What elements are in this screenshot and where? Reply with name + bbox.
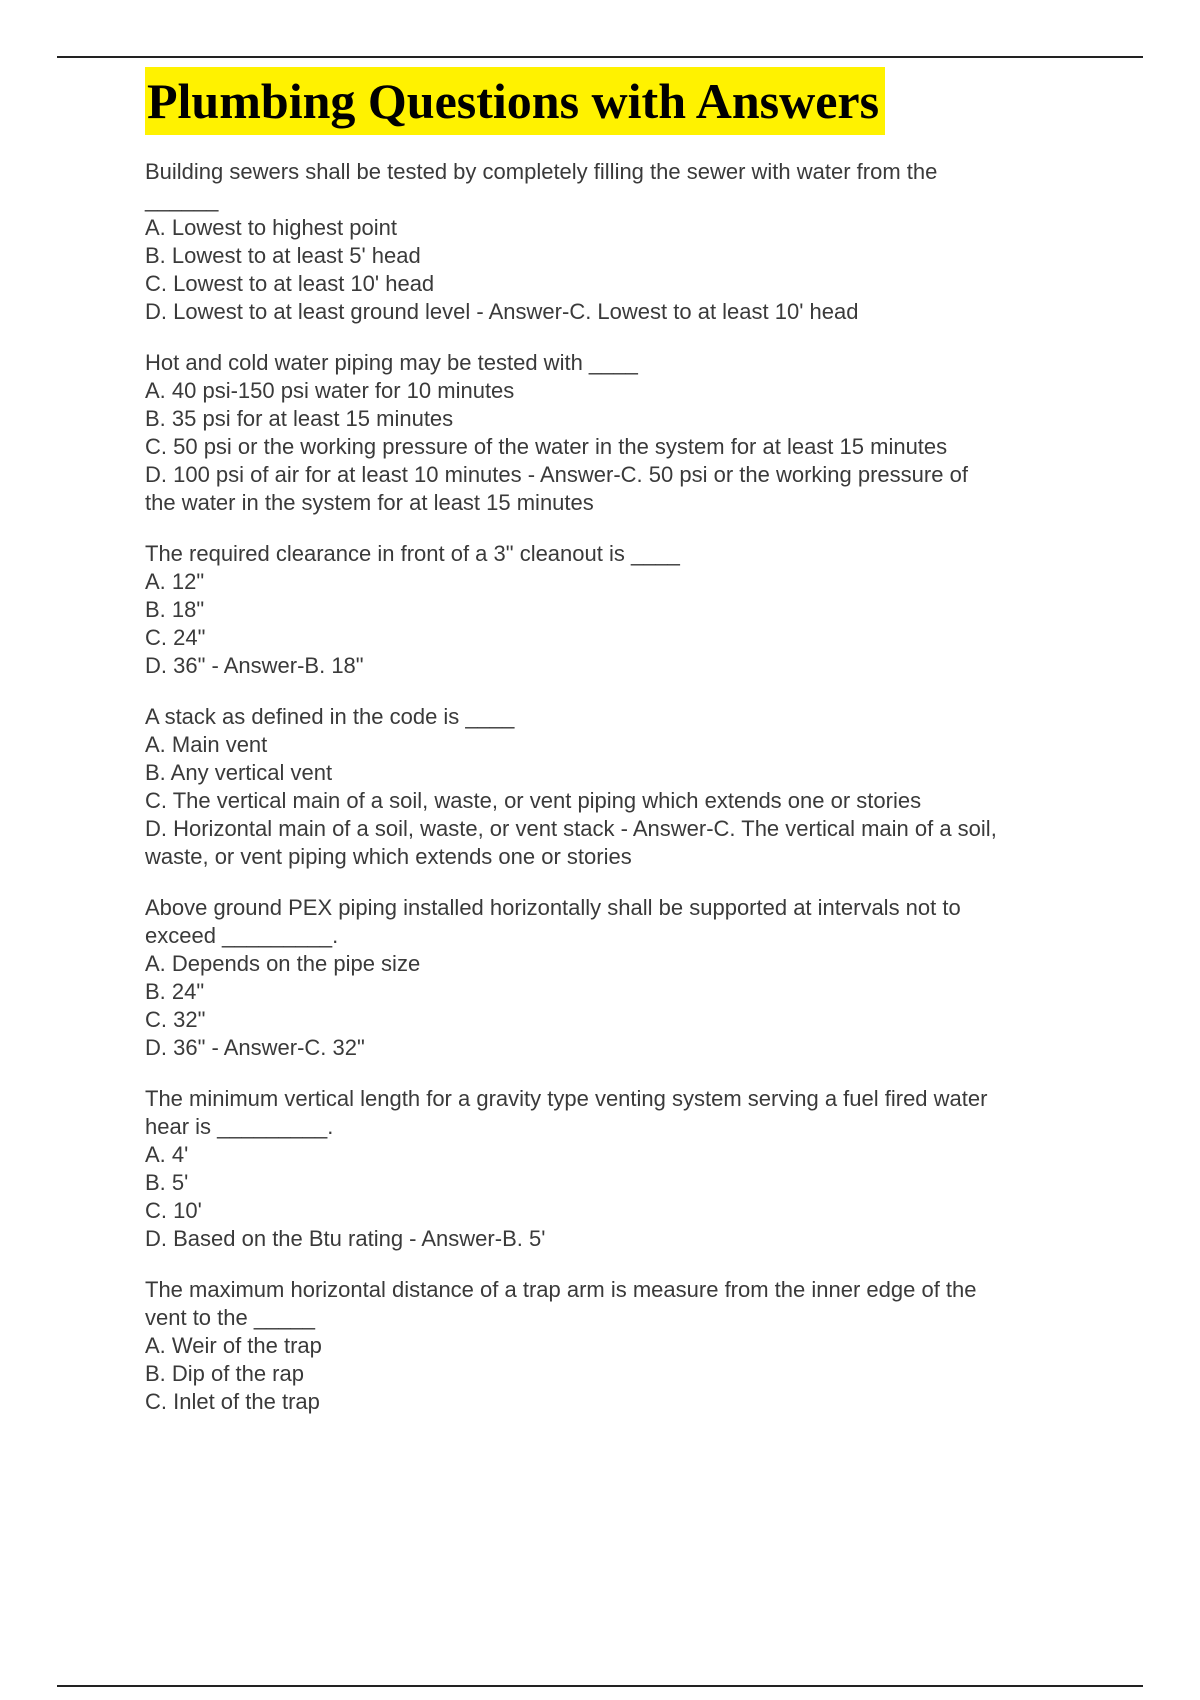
- answer-option: D. 100 psi of air for at least 10 minutes - Answer-C. 50 psi or the working pressure of: [145, 462, 968, 487]
- answer-option: C. Lowest to at least 10' head: [145, 271, 435, 296]
- answer-option: B. Lowest to at least 5' head: [145, 243, 421, 268]
- answer-option: A. Main vent: [145, 732, 268, 757]
- top-rule: [57, 56, 1143, 58]
- answer-option: B. 24": [145, 979, 205, 1004]
- question-7: [145, 1276, 1085, 1416]
- question-text: exceed _________.: [145, 923, 339, 948]
- question-text: hear is _________.: [145, 1114, 334, 1139]
- bottom-rule: [57, 1685, 1143, 1687]
- answer-option: C. The vertical main of a soil, waste, or vent piping which extends one or stories: [145, 788, 922, 813]
- question-text: The required clearance in front of a 3" cleanout is ____: [145, 541, 680, 566]
- question-text: Building sewers shall be tested by completely filling the sewer with water from the: [145, 159, 938, 184]
- question-text: A stack as defined in the code is ____: [145, 704, 515, 729]
- question-4: [145, 703, 1085, 871]
- answer-option: B. 35 psi for at least 15 minutes: [145, 406, 454, 431]
- answer-option: waste, or vent piping which extends one or stories: [145, 844, 632, 869]
- question-5: [145, 894, 1085, 1062]
- answer-option: D. Lowest to at least ground level - Answer-C. Lowest to at least 10' head: [145, 299, 859, 324]
- answer-option: A. 4': [145, 1142, 189, 1167]
- question-6: [145, 1085, 1085, 1253]
- answer-option: D. 36" - Answer-B. 18": [145, 653, 364, 678]
- answer-option: B. 5': [145, 1170, 189, 1195]
- answer-option: A. 40 psi-150 psi water for 10 minutes: [145, 378, 515, 403]
- document-title: Plumbing Questions with Answers: [145, 67, 885, 135]
- answer-option: A. Weir of the trap: [145, 1333, 322, 1358]
- answer-option: D. Based on the Btu rating - Answer-B. 5': [145, 1226, 546, 1251]
- document-body: [145, 67, 1085, 1416]
- answer-option: C. 32": [145, 1007, 206, 1032]
- answer-option: A. Depends on the pipe size: [145, 951, 421, 976]
- answer-option: A. Lowest to highest point: [145, 215, 397, 240]
- answer-option: D. Horizontal main of a soil, waste, or vent stack - Answer-C. The vertical main of a soil,: [145, 816, 997, 841]
- answer-option: B. 18": [145, 597, 205, 622]
- question-text: Above ground PEX piping installed horizontally shall be supported at intervals not to: [145, 895, 961, 920]
- question-text: vent to the _____: [145, 1305, 316, 1330]
- question-3: [145, 540, 1085, 680]
- answer-option: D. 36" - Answer-C. 32": [145, 1035, 365, 1060]
- answer-option: C. 10': [145, 1198, 202, 1223]
- answer-option: C. 24": [145, 625, 206, 650]
- answer-option: A. 12": [145, 569, 205, 594]
- answer-option: B. Any vertical vent: [145, 760, 333, 785]
- question-text: ______: [145, 187, 219, 212]
- answer-option: the water in the system for at least 15 minutes: [145, 490, 594, 515]
- question-1: [145, 158, 1085, 326]
- question-text: The maximum horizontal distance of a trap arm is measure from the inner edge of the: [145, 1277, 977, 1302]
- answer-option: C. 50 psi or the working pressure of the water in the system for at least 15 minutes: [145, 434, 948, 459]
- question-text: The minimum vertical length for a gravity type venting system serving a fuel fired water: [145, 1086, 988, 1111]
- answer-option: C. Inlet of the trap: [145, 1389, 320, 1414]
- answer-option: B. Dip of the rap: [145, 1361, 304, 1386]
- question-text: Hot and cold water piping may be tested with ____: [145, 350, 638, 375]
- question-2: [145, 349, 1085, 517]
